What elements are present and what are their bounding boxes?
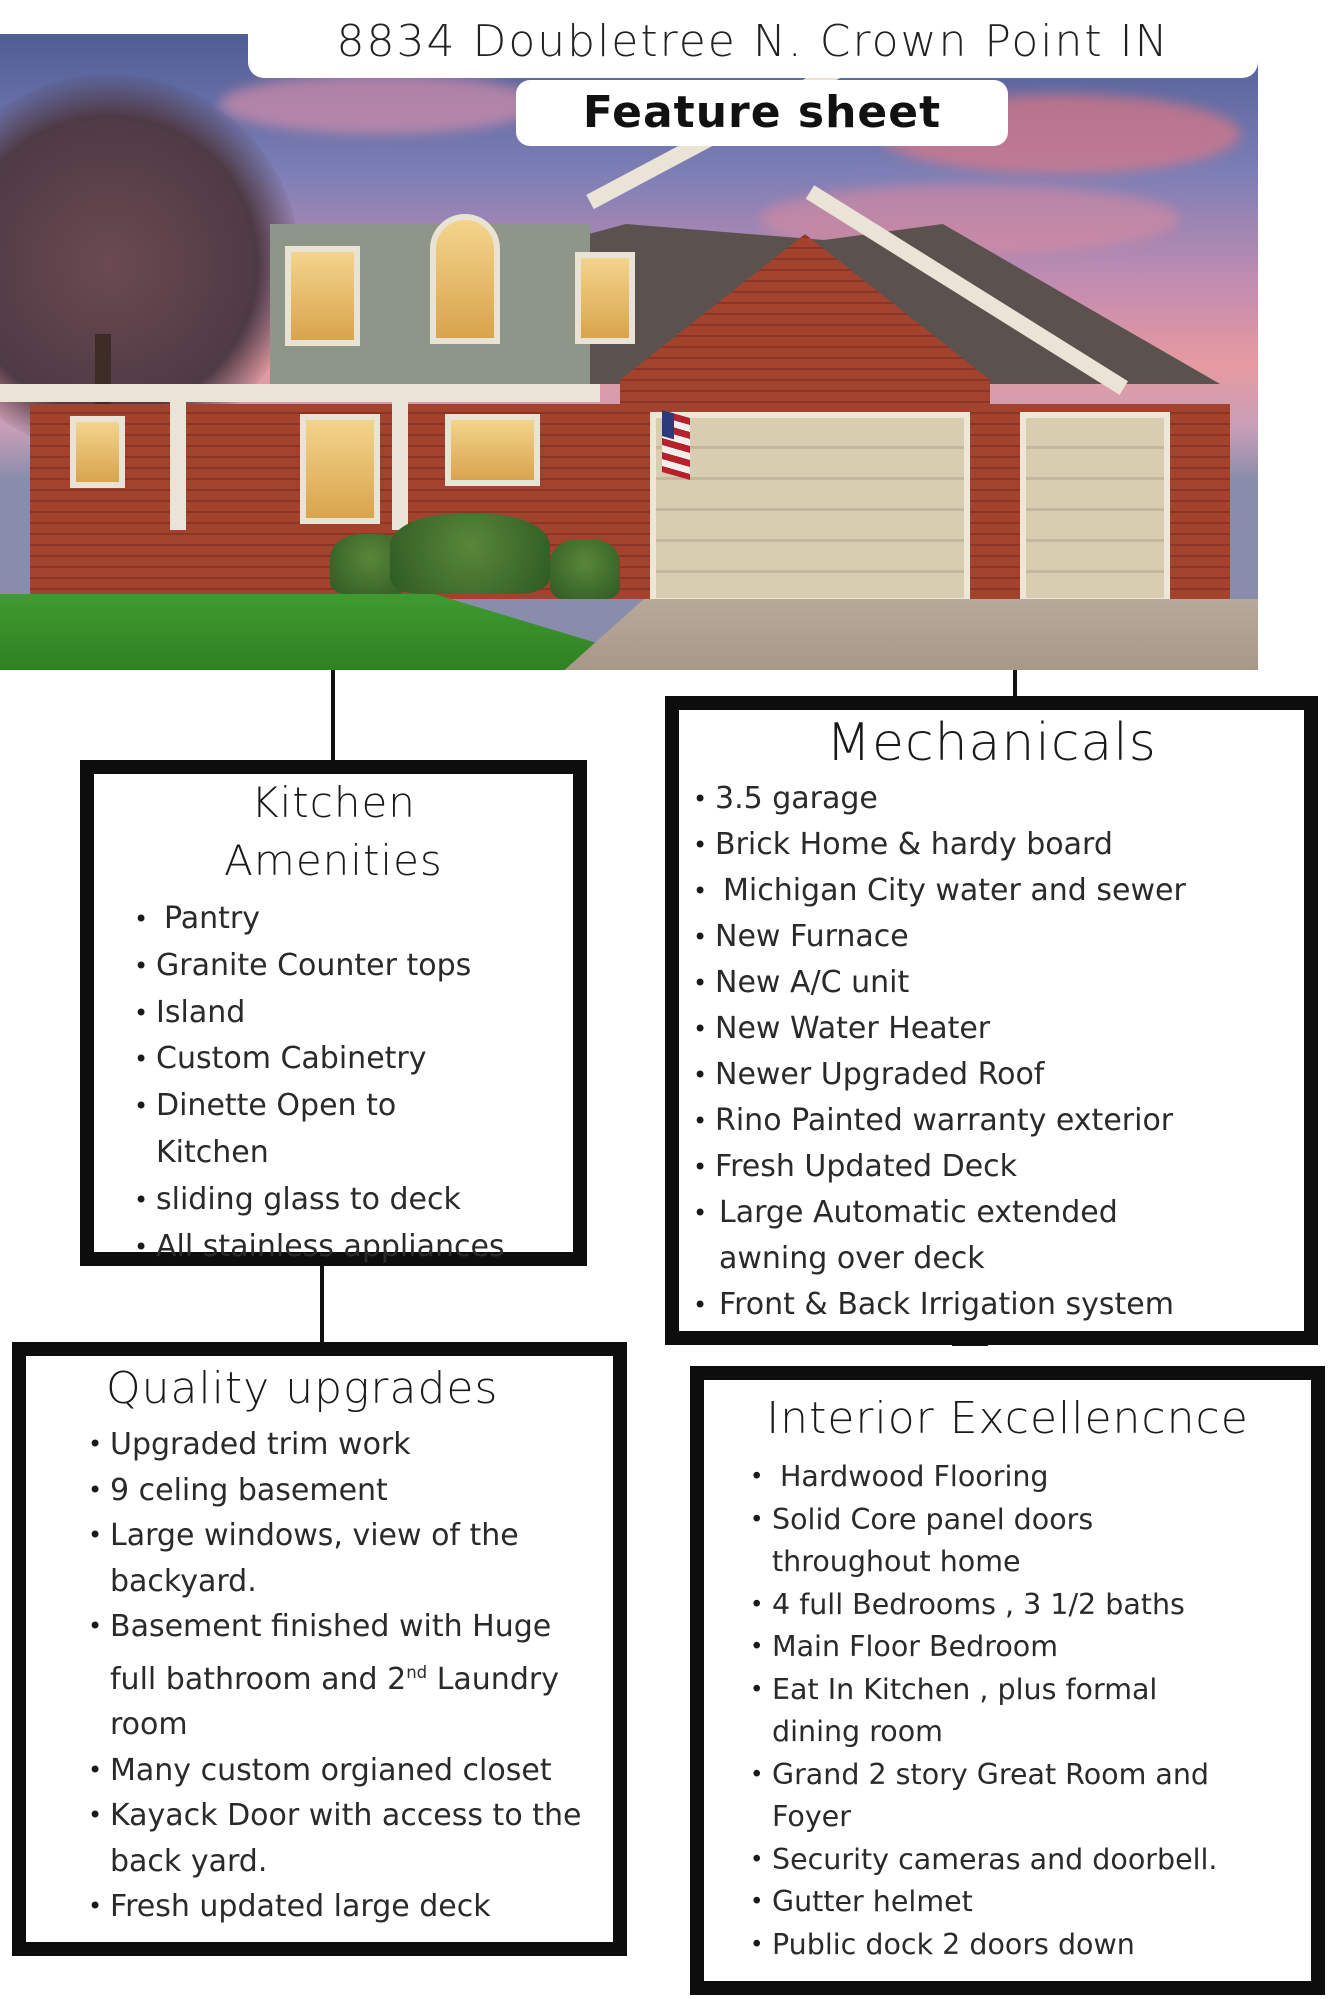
subtitle-banner [516,80,1008,146]
bathroom-text: full bathroom and 2 [110,1661,407,1697]
list-item: • Rino Painted warranty exterior [715,1098,1304,1144]
list-item: • Basement finished with Huge [110,1604,613,1650]
list-item: • New A/C unit [715,960,1304,1006]
connector-line [320,1264,324,1344]
list-item: • Upgraded trim work [110,1422,613,1468]
list-item: • All stainless appliances [156,1224,573,1271]
list-item: • New Water Heater [715,1006,1304,1052]
address-banner [248,6,1258,78]
sky-cloud [220,74,540,134]
porch-column [392,400,408,530]
shrub [390,514,550,594]
list-item: • sliding glass to deck [156,1177,573,1224]
mechanicals-box [665,696,1318,1345]
upper-window [285,246,360,346]
list-item-continuation: throughout home [772,1545,1021,1578]
kitchen-title-line1: Kitchen [251,778,416,827]
american-flag [662,410,690,480]
mechanicals-heading: Mechanicals [826,713,1157,773]
list-item-continuation: room [110,1707,188,1742]
front-door [300,414,380,524]
list-item: • Fresh updated large deck [110,1884,613,1930]
list-item: • Michigan City water and sewer [715,868,1304,914]
interior-excellence-box [690,1366,1325,1995]
list-item: • Large windows, view of the [110,1513,613,1559]
list-item: • Eat In Kitchen , plus formal [772,1669,1311,1712]
feature-sheet-title: Feature sheet [582,87,942,138]
kitchen-title-line2: Amenities [224,836,443,885]
list-item: • Public dock 2 doors down [772,1924,1311,1967]
list-item-continuation: back yard. [110,1843,268,1879]
quality-upgrades-box [12,1342,627,1956]
list-item: • 3.5 garage [715,776,1304,822]
side-window [70,416,125,488]
list-item: • Many custom orgianed closet [110,1748,613,1794]
list-item: • Kayack Door with access to the [110,1793,613,1839]
list-item: • Large Automatic extended [715,1190,1304,1236]
list-item: • Newer Upgraded Roof [715,1052,1304,1098]
list-item: • Main Floor Bedroom [772,1626,1311,1669]
list-item: • Hardwood Flooring [772,1456,1311,1499]
list-item: • New Furnace [715,914,1304,960]
mechanicals-list [679,776,1304,1328]
front-window [445,414,540,486]
superscript-nd: nd [406,1662,428,1682]
list-item: • Solid Core panel doors [772,1499,1311,1542]
list-item: • Front & Back Irrigation system [715,1282,1304,1328]
kitchen-heading [94,774,573,890]
connector-line [331,670,335,762]
list-item-continuation: Foyer [772,1800,851,1833]
connector-line [1013,670,1017,698]
quality-list [26,1422,613,1930]
list-item: • Grand 2 story Great Room and [772,1754,1311,1797]
list-item-continuation: backyard. [110,1563,257,1599]
upper-window [575,252,635,344]
list-item: • Dinette Open to [156,1083,573,1130]
interior-list [704,1454,1311,1966]
garage-door [650,412,970,604]
list-item: • Island [156,990,573,1037]
interior-heading: Interior Excellencnce [766,1393,1249,1444]
list-item-continuation: awning over deck [719,1241,985,1276]
list-item-continuation: dining room [772,1715,943,1748]
kitchen-list [94,890,573,1270]
list-item: • 4 full Bedrooms , 3 1/2 baths [772,1584,1311,1627]
list-item: • Custom Cabinetry [156,1036,573,1083]
arched-window [430,214,500,344]
list-item-continuation [110,1650,613,1703]
list-item-continuation: Kitchen [156,1134,269,1170]
list-item: • Granite Counter tops [156,943,573,990]
list-item: • Security cameras and doorbell. [772,1839,1311,1882]
list-item: • 9 celing basement [110,1468,613,1514]
driveway [560,599,1258,670]
list-item: • Gutter helmet [772,1881,1311,1924]
list-item: • Fresh Updated Deck [715,1144,1304,1190]
kitchen-amenities-box [80,760,587,1266]
shrub [550,539,620,599]
quality-heading: Quality upgrades [106,1363,499,1414]
list-item: • Pantry [156,896,573,943]
list-item: • Brick Home & hardy board [715,822,1304,868]
porch-column [170,400,186,530]
garage-door [1020,412,1170,604]
address-title: 8834 Doubletree N. Crown Point IN [336,16,1170,67]
porch-roof-trim [0,384,600,402]
laundry-text: Laundry [436,1661,559,1697]
